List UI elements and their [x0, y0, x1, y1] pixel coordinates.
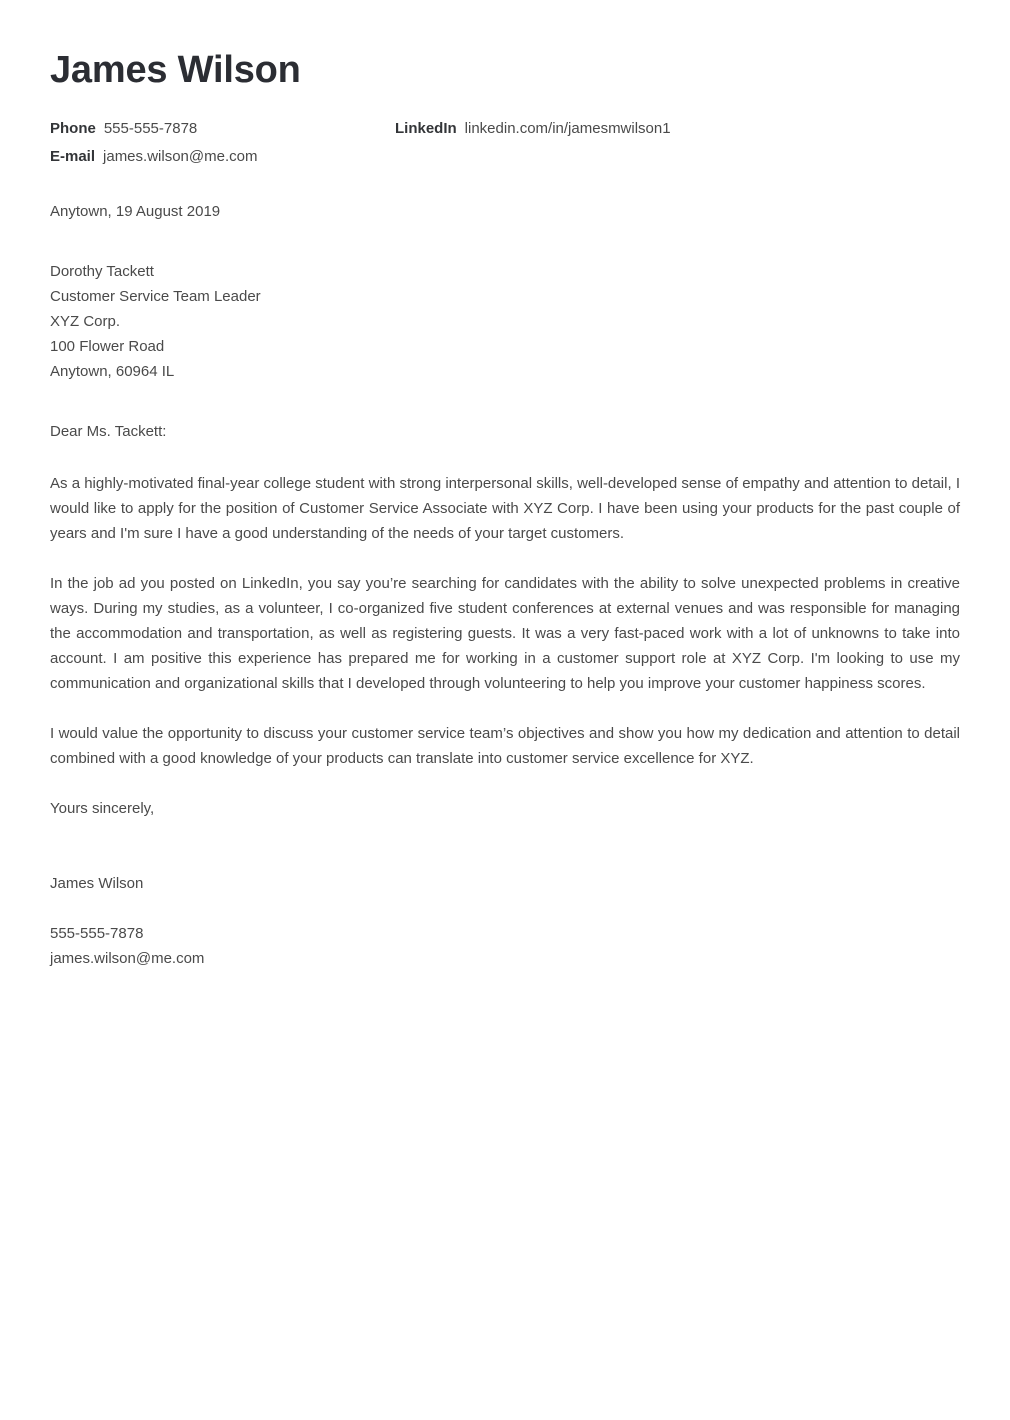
recipient-address-block [50, 259, 960, 384]
contact-phone [50, 120, 395, 137]
contact-linkedin [395, 120, 671, 137]
contact-block [50, 120, 960, 165]
contact-linkedin-label: LinkedIn [395, 119, 457, 137]
contact-row-email [50, 148, 960, 165]
contact-email [50, 148, 395, 165]
recipient-line: XYZ Corp. [50, 312, 121, 330]
recipient-line: 100 Flower Road [50, 337, 165, 355]
letter-body [50, 471, 960, 771]
salutation: Dear Ms. Tackett: [50, 422, 167, 440]
recipient-line: Dorothy Tackett [50, 262, 154, 280]
contact-phone-label: Phone [50, 119, 96, 137]
recipient-line: Customer Service Team Leader [50, 287, 261, 305]
contact-phone-value[interactable]: 555-555-7878 [103, 119, 198, 137]
body-paragraph: As a highly-motivated final-year college student with strong interpersonal skills, well-developed sense of empathy and attention to detail, I would like to apply for the position of Customer Service Associate with XYZ Corp. I have been using your products for the past couple of years and I'm sure I have a good understanding of the needs of your target customers. [50, 474, 960, 542]
contact-email-label: E-mail [50, 147, 96, 165]
contact-email-value[interactable]: james.wilson@me.com [103, 147, 258, 165]
body-paragraph: In the job ad you posted on LinkedIn, you say you’re searching for candidates with the ability to solve unexpected problems in creative ways. During my studies, as a volunteer, I co-organized five student conferences at external venues and was responsible for managing the accommodation and transportation, as well as registering guests. It was a very fast-paced work with a lot of unknowns to take into account. I am positive this experience has prepared me for working in a customer support role at XYZ Corp. I'm looking to use my communication and organizational skills that I developed through volunteering to help you improve your customer happiness scores. [50, 574, 960, 692]
closing-line: Yours sincerely, [50, 799, 155, 817]
page-title: James Wilson [50, 49, 301, 91]
signature-contact-block [50, 921, 960, 971]
recipient-line: Anytown, 60964 IL [50, 362, 175, 380]
date-line: Anytown, 19 August 2019 [50, 202, 221, 220]
contact-row-phone-linkedin [50, 120, 960, 137]
signature-name: James Wilson [50, 874, 144, 892]
signature-phone[interactable]: 555-555-7878 [50, 924, 144, 942]
contact-linkedin-value[interactable]: linkedin.com/in/jamesmwilson1 [464, 119, 671, 137]
signature-email[interactable]: james.wilson@me.com [50, 949, 205, 967]
document-content [50, 0, 960, 971]
body-paragraph: I would value the opportunity to discuss your customer service team’s objectives and show you how my dedication and attention to detail combined with a good knowledge of your products can translate into customer service excellence for XYZ. [50, 724, 960, 767]
